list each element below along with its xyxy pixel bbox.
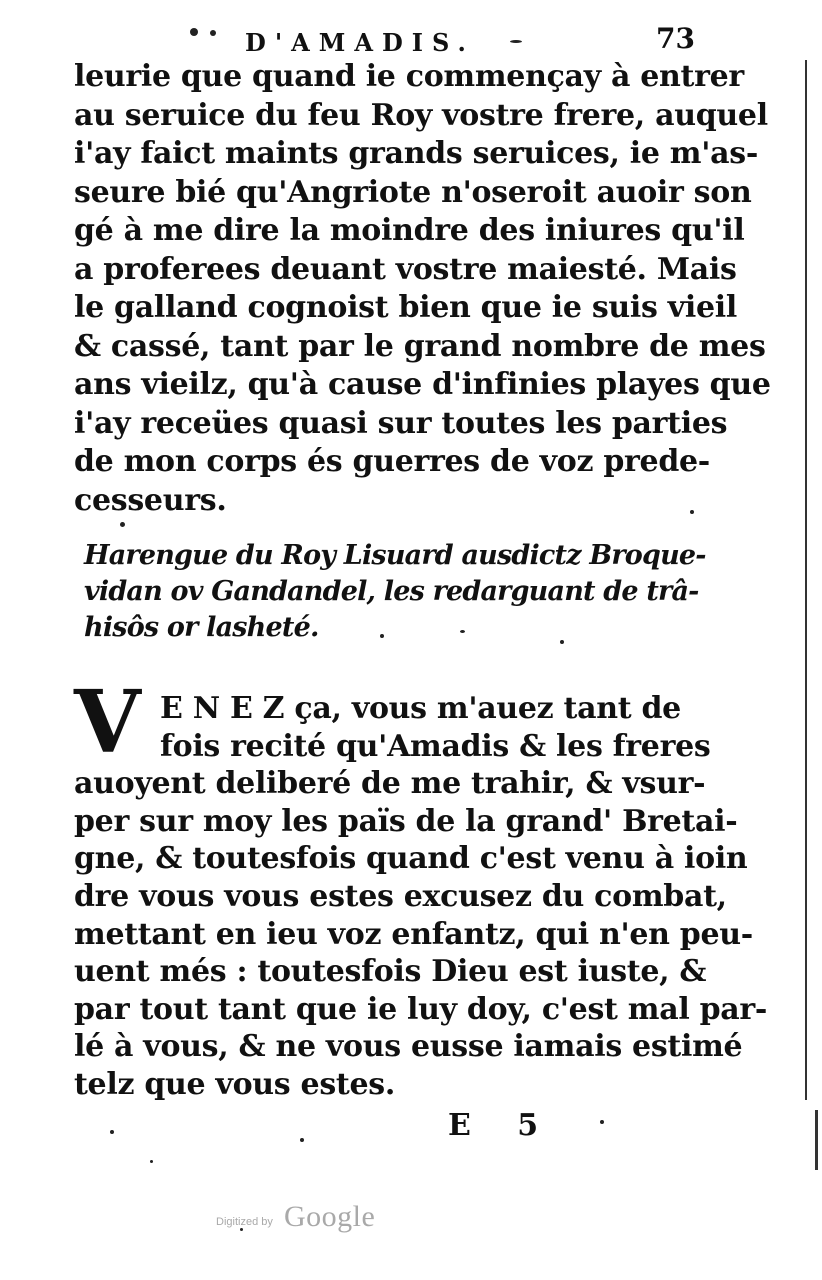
scan-speckle [210,30,216,36]
text-line: fois recité qu'Amadis & les freres [160,728,711,764]
text-line: mettant en ieu voz enfantz, qui n'en peu- [74,916,753,952]
scan-speckle [240,1228,243,1231]
scan-speckle [460,630,465,633]
text-line: per sur moy les païs de la grand' Bretai- [74,803,738,839]
scan-speckle [560,640,564,644]
text-line: uent més : toutesfois Dieu est iuste, & [74,954,707,990]
text-line: i'ay faict maints grands seruices, ie m'as- [74,136,758,171]
page-edge-shadow [815,1110,818,1170]
text-line: telz que vous estes. [74,1066,395,1102]
text-line: E N E Z ça, vous m'auez tant de [160,691,681,726]
scan-speckle [120,522,125,527]
top-paragraph [74,58,771,520]
text-line: de mon corps és guerres de voz prede- [74,444,710,479]
text-line: au seruice du feu Roy vostre frere, auquel [74,97,768,133]
text-line: & cassé, tant par le grand nombre de mes [74,328,766,364]
text-line: seure bié qu'Angriote n'oseroit auoir son [74,174,752,210]
text-line: a proferees deuant vostre maiesté. Mais [74,251,737,287]
text-line: dre vous vous estes excusez du combat, [74,878,727,914]
drop-cap: V [74,672,141,773]
digitized-label: Digitized by [216,1216,273,1228]
heading-line: vidan ov Gandandel, les redarguant de trâ- [84,576,699,607]
page-edge-shadow [805,60,807,1100]
speech-paragraph [74,672,768,1104]
scan-speckle [510,40,522,43]
scan-speckle [300,1138,304,1142]
scan-speckle [190,28,198,36]
text-line: par tout tant que ie luy doy, c'est mal par- [74,991,768,1027]
page-header [175,20,695,60]
heading-line: hisôs or lasheté. [84,612,319,643]
text-line: gne, & toutesfois quand c'est venu à ioin [74,841,748,877]
section-heading [84,538,706,646]
scan-speckle [690,510,694,514]
google-logo: Google [284,1200,376,1233]
text-line: gé à me dire la moindre des iniures qu'il [74,213,745,248]
scan-speckle [600,1120,604,1124]
scan-speckle [380,634,384,638]
heading-line: Harengue du Roy Lisuard ausdictz Broque- [84,540,706,571]
signature-mark: E 5 [448,1108,557,1143]
text-line: le galland cognoist bien que ie suis vieil [74,290,737,325]
text-line: ans vieilz, qu'à cause d'infinies playes que [74,367,771,402]
text-line: cesseurs. [74,482,227,518]
text-line: auoyent deliberé de me trahir, & vsur- [74,766,706,802]
running-title: D'AMADIS. [245,28,475,57]
scan-speckle [110,1130,114,1134]
text-line: leurie que quand ie commençay à entrer [74,59,744,94]
text-line: i'ay receües quasi sur toutes les parties [74,405,728,441]
scan-speckle [150,1160,153,1163]
text-line: lé à vous, & ne vous eusse iamais estimé [74,1029,743,1065]
page-number: 73 [656,22,695,55]
